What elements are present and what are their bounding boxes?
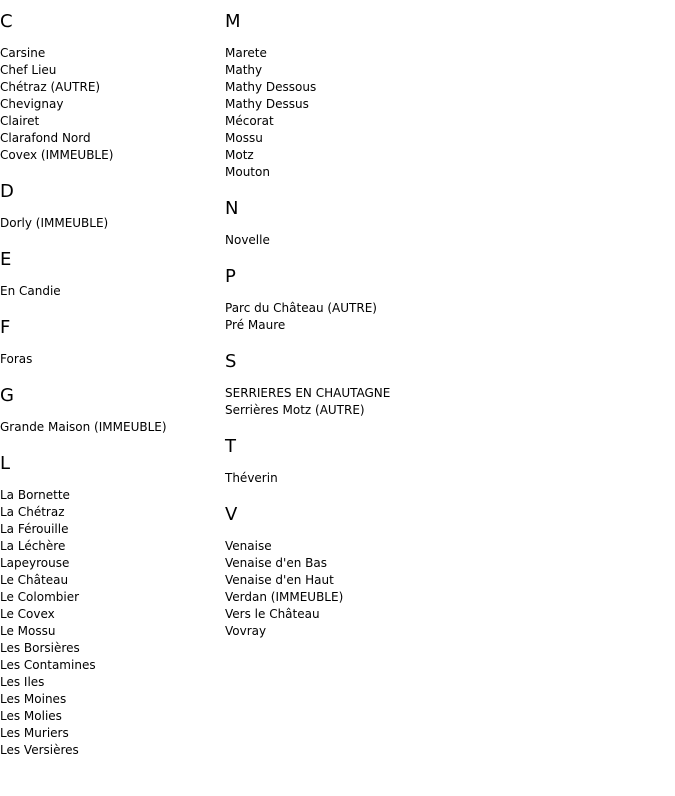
place-list bbox=[0, 351, 220, 374]
letter-section-e bbox=[0, 238, 220, 306]
section-letter-heading: D bbox=[0, 181, 14, 202]
place-link[interactable]: Les Muriers bbox=[0, 726, 69, 740]
place-link[interactable]: Carsine bbox=[0, 46, 46, 60]
place-link[interactable]: Mécorat bbox=[225, 114, 274, 128]
place-link[interactable]: Les Contamines bbox=[0, 658, 96, 672]
place-link[interactable]: Venaise bbox=[225, 539, 272, 553]
place-link[interactable]: Clairet bbox=[0, 114, 40, 128]
right-column bbox=[225, 0, 665, 646]
place-link[interactable]: Le Château bbox=[0, 573, 69, 587]
place-list bbox=[225, 300, 665, 340]
section-letter-heading: P bbox=[225, 266, 236, 287]
place-link[interactable]: Motz bbox=[225, 148, 254, 162]
section-letter-heading: L bbox=[0, 453, 11, 474]
place-link[interactable]: Vovray bbox=[225, 624, 267, 638]
letter-section-v bbox=[225, 493, 665, 646]
place-link[interactable]: Mathy bbox=[225, 63, 263, 77]
place-link[interactable]: Novelle bbox=[225, 233, 270, 247]
place-list bbox=[0, 487, 220, 765]
place-link[interactable]: En Candie bbox=[0, 284, 61, 298]
place-link[interactable]: Dorly (IMMEUBLE) bbox=[0, 216, 109, 230]
section-letter-heading: V bbox=[225, 504, 238, 525]
place-link[interactable]: Les Molies bbox=[0, 709, 62, 723]
place-link[interactable]: Venaise d'en Bas bbox=[225, 556, 327, 570]
place-list bbox=[225, 385, 665, 425]
place-link[interactable]: Les Moines bbox=[0, 692, 67, 706]
letter-section-l bbox=[0, 442, 220, 765]
place-list bbox=[225, 232, 665, 255]
place-link[interactable]: La Léchère bbox=[0, 539, 66, 553]
letter-section-c bbox=[0, 0, 220, 170]
place-link[interactable]: Les Iles bbox=[0, 675, 45, 689]
place-list bbox=[0, 283, 220, 306]
place-link[interactable]: Mathy Dessous bbox=[225, 80, 317, 94]
place-link[interactable]: Clarafond Nord bbox=[0, 131, 91, 145]
letter-section-s bbox=[225, 340, 665, 425]
place-link[interactable]: Parc du Château (AUTRE) bbox=[225, 301, 377, 315]
place-list bbox=[225, 470, 665, 493]
place-link[interactable]: La Bornette bbox=[0, 488, 70, 502]
letter-section-d bbox=[0, 170, 220, 238]
place-link[interactable]: SERRIERES EN CHAUTAGNE bbox=[225, 386, 391, 400]
section-letter-heading: N bbox=[225, 198, 239, 219]
place-link[interactable]: Grande Maison (IMMEUBLE) bbox=[0, 420, 167, 434]
place-list bbox=[0, 45, 220, 170]
letter-section-t bbox=[225, 425, 665, 493]
place-link[interactable]: Venaise d'en Haut bbox=[225, 573, 334, 587]
place-link[interactable]: Mossu bbox=[225, 131, 263, 145]
section-letter-heading: E bbox=[0, 249, 12, 270]
place-link[interactable]: Le Covex bbox=[0, 607, 55, 621]
place-link[interactable]: Les Borsières bbox=[0, 641, 80, 655]
place-list bbox=[0, 215, 220, 238]
letter-section-p bbox=[225, 255, 665, 340]
place-link[interactable]: Mouton bbox=[225, 165, 270, 179]
place-link[interactable]: Chevignay bbox=[0, 97, 64, 111]
left-column bbox=[0, 0, 220, 765]
section-letter-heading: G bbox=[0, 385, 14, 406]
place-list bbox=[225, 45, 665, 187]
place-link[interactable]: Chef Lieu bbox=[0, 63, 57, 77]
place-list bbox=[225, 538, 665, 646]
section-letter-heading: M bbox=[225, 11, 241, 32]
section-letter-heading: F bbox=[0, 317, 11, 338]
place-list bbox=[0, 419, 220, 442]
place-link[interactable]: Le Mossu bbox=[0, 624, 56, 638]
place-link[interactable]: La Chétraz bbox=[0, 505, 65, 519]
place-link[interactable]: Marete bbox=[225, 46, 267, 60]
letter-section-f bbox=[0, 306, 220, 374]
place-link[interactable]: Lapeyrouse bbox=[0, 556, 70, 570]
place-link[interactable]: Foras bbox=[0, 352, 33, 366]
place-link[interactable]: Pré Maure bbox=[225, 318, 286, 332]
place-link[interactable]: Mathy Dessus bbox=[225, 97, 309, 111]
letter-section-g bbox=[0, 374, 220, 442]
letter-section-n bbox=[225, 187, 665, 255]
place-link[interactable]: Le Colombier bbox=[0, 590, 80, 604]
section-letter-heading: S bbox=[225, 351, 237, 372]
place-link[interactable]: Serrières Motz (AUTRE) bbox=[225, 403, 365, 417]
place-link[interactable]: Théverin bbox=[225, 471, 278, 485]
place-link[interactable]: Vers le Château bbox=[225, 607, 320, 621]
place-link[interactable]: La Férouille bbox=[0, 522, 69, 536]
section-letter-heading: T bbox=[225, 436, 236, 457]
place-link[interactable]: Les Versières bbox=[0, 743, 79, 757]
place-link[interactable]: Chétraz (AUTRE) bbox=[0, 80, 101, 94]
place-link[interactable]: Covex (IMMEUBLE) bbox=[0, 148, 114, 162]
letter-section-m bbox=[225, 0, 665, 187]
place-link[interactable]: Verdan (IMMEUBLE) bbox=[225, 590, 344, 604]
section-letter-heading: C bbox=[0, 11, 13, 32]
